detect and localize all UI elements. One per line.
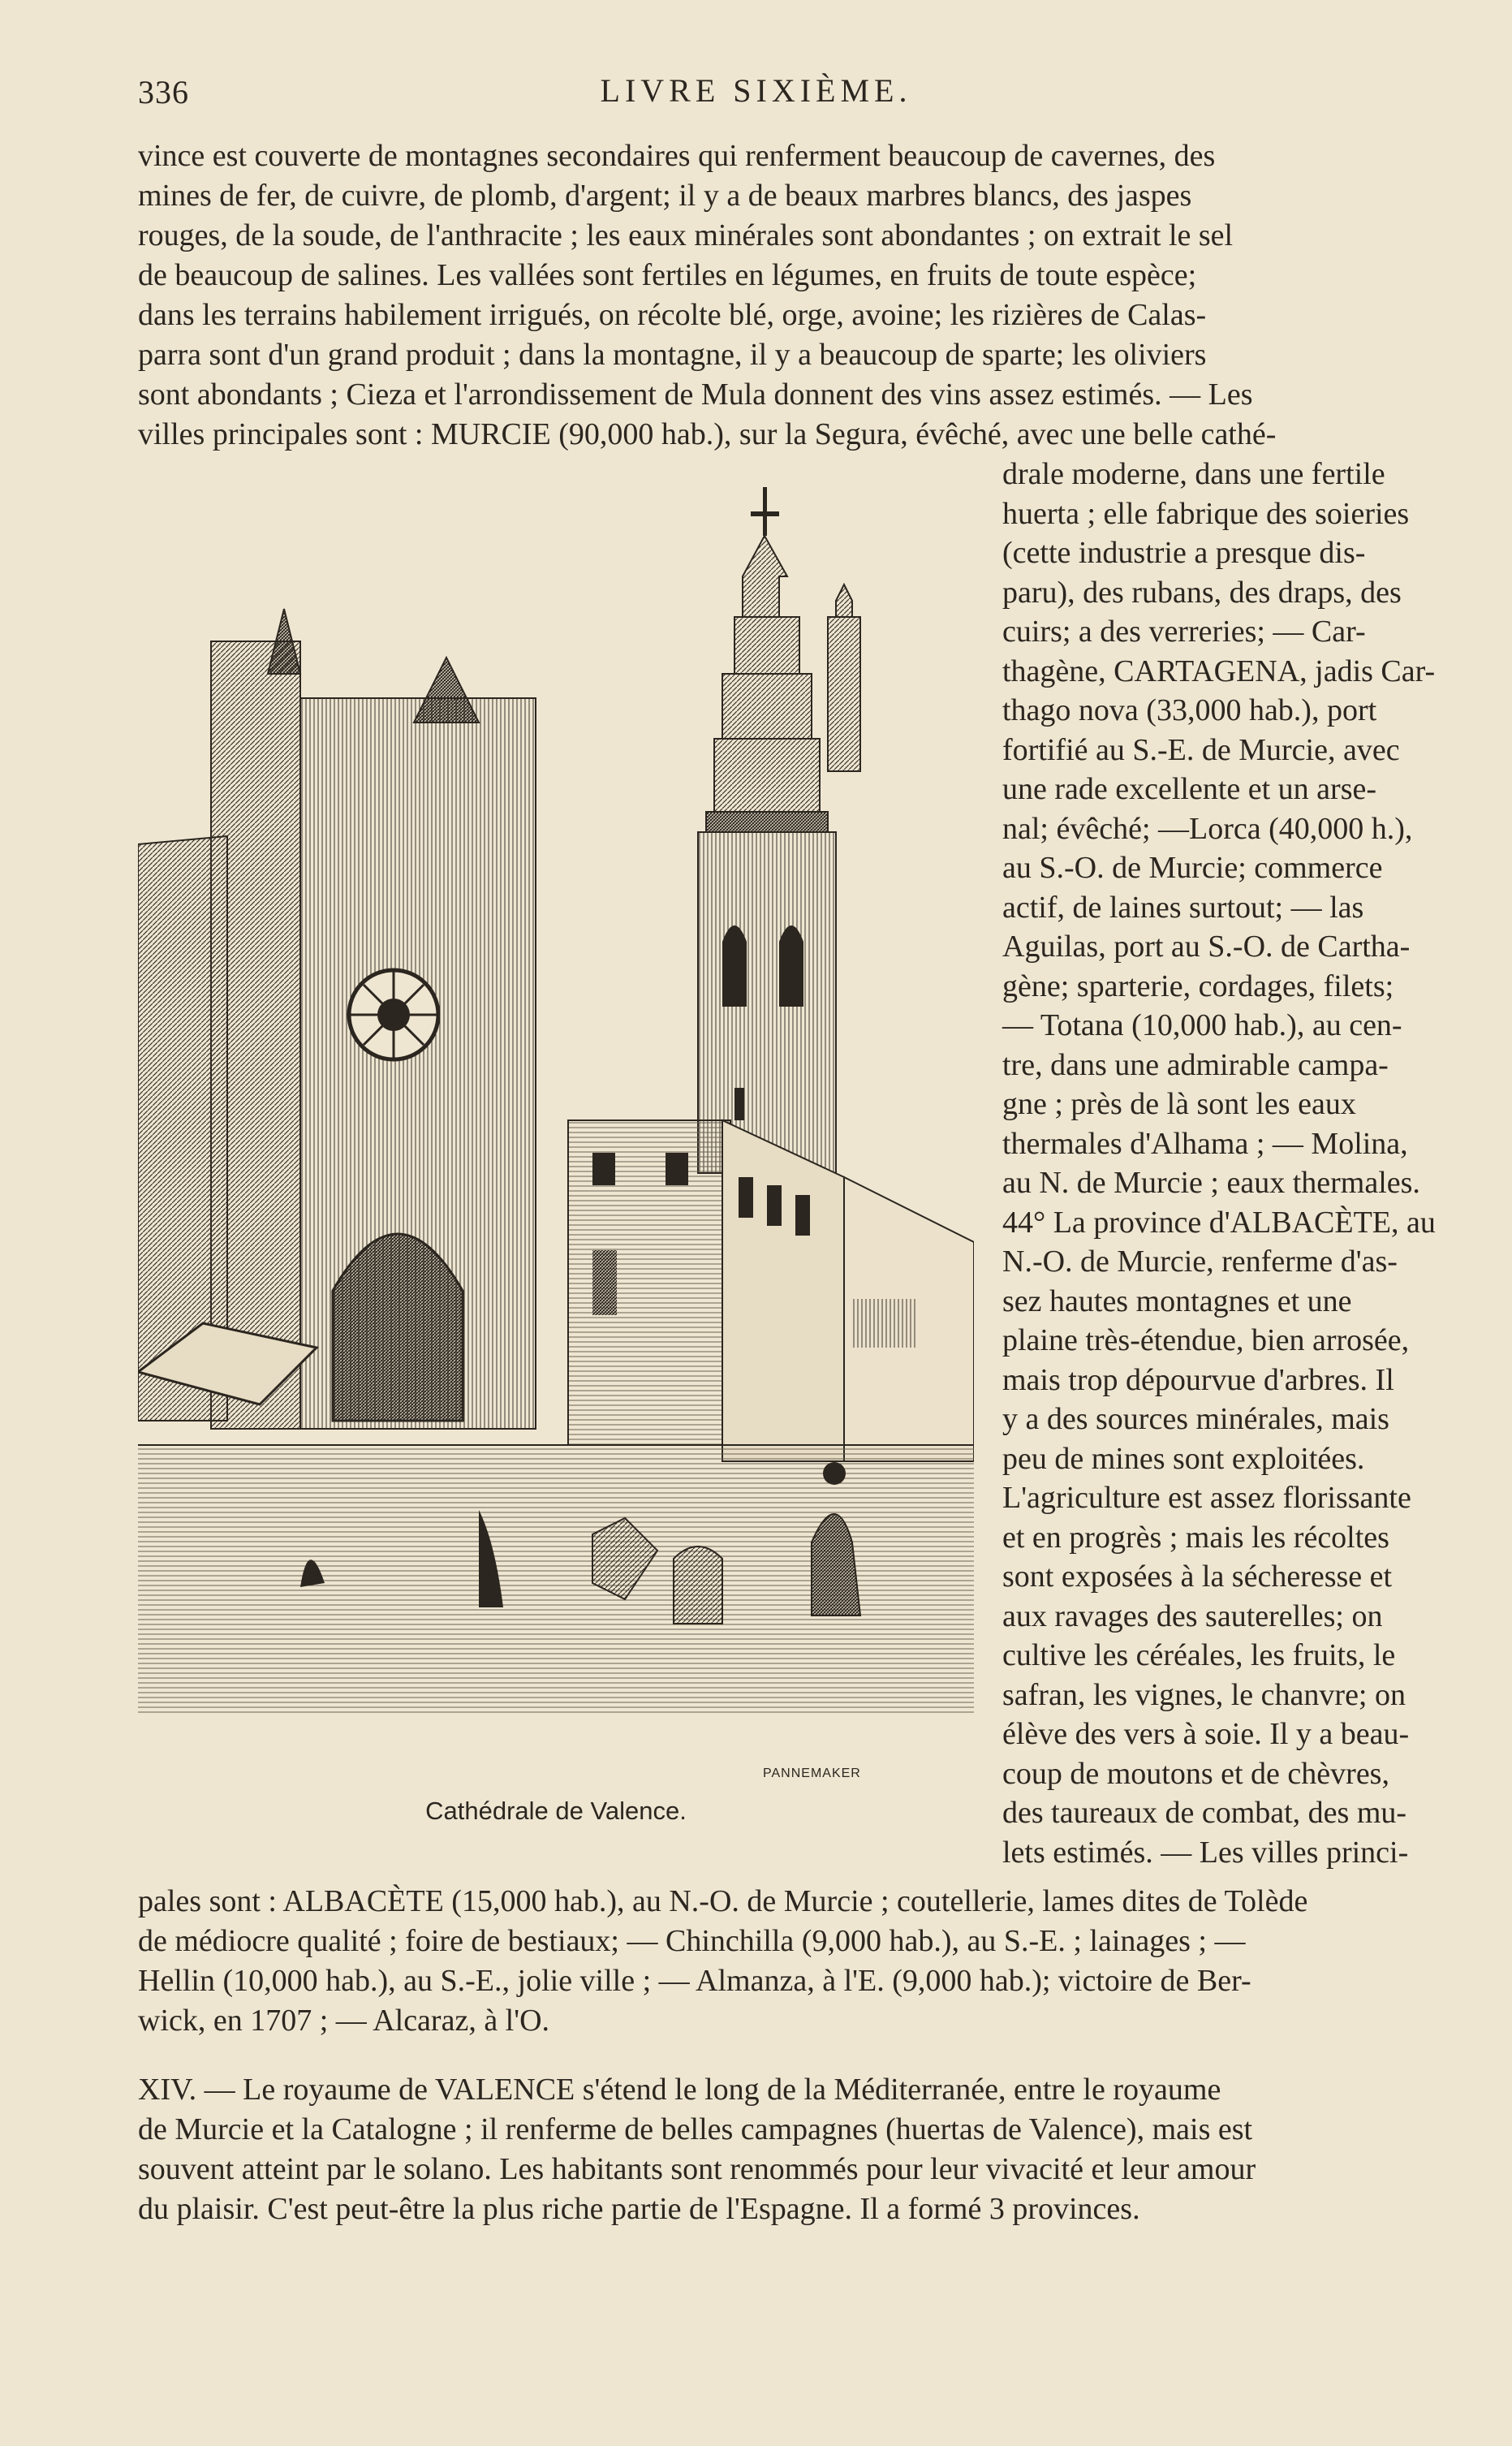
text-line: et en progrès ; mais les récoltes xyxy=(1002,1520,1389,1555)
text-line: sez hautes montagnes et une xyxy=(1002,1283,1352,1318)
text-line: mines de fer, de cuivre, de plomb, d'argent; il y a de beaux marbres blancs, des jaspes xyxy=(138,179,1192,213)
text-line: gne ; près de là sont les eaux xyxy=(1002,1087,1356,1121)
text-line: parra sont d'un grand produit ; dans la montagne, il y a beaucoup de sparte; les oliviers xyxy=(138,338,1207,372)
text-line: XIV. — Le royaume de VALENCE s'étend le long de la Méditerranée, entre le royaume xyxy=(138,2073,1221,2107)
text-line: peu de mines sont exploitées. xyxy=(1002,1441,1365,1476)
text-line: mais trop dépourvue d'arbres. Il xyxy=(1002,1362,1394,1397)
text-line: pales sont : ALBACÈTE (15,000 hab.), au N.-O. de Murcie ; coutellerie, lames dites de Tolède xyxy=(138,1884,1308,1918)
text-line: des taureaux de combat, des mu- xyxy=(1002,1796,1407,1830)
engraving-illustration xyxy=(138,487,974,1786)
text-line: au N. de Murcie ; eaux thermales. xyxy=(1002,1166,1420,1200)
text-line: plaine très-étendue, bien arrosée, xyxy=(1002,1323,1410,1357)
text-line: vince est couverte de montagnes secondaires qui renferment beaucoup de cavernes, des xyxy=(138,139,1216,173)
text-line: y a des sources minérales, mais xyxy=(1002,1402,1389,1436)
running-title: LIVRE SIXIÈME. xyxy=(600,72,912,109)
text-line: aux ravages des sauterelles; on xyxy=(1002,1598,1383,1633)
text-line: safran, les vignes, le chanvre; on xyxy=(1002,1677,1406,1712)
text-line: sont exposées à la sécheresse et xyxy=(1002,1559,1393,1594)
text-line: de Murcie et la Catalogne ; il renferme de belles campagnes (huertas de Valence), mais est xyxy=(138,2112,1253,2146)
engraver-signature: PANNEMAKER xyxy=(763,1767,861,1780)
page-number: 336 xyxy=(138,74,189,110)
text-line: une rade excellente et un arse- xyxy=(1002,772,1377,806)
text-line: au S.-O. de Murcie; commerce xyxy=(1002,851,1383,885)
text-line: gène; sparterie, cordages, filets; xyxy=(1002,968,1394,1003)
text-line: coup de moutons et de chèvres, xyxy=(1002,1756,1389,1791)
text-line: Hellin (10,000 hab.), au S.-E., jolie ville ; — Almanza, à l'E. (9,000 hab.); victoire de Ber- xyxy=(138,1964,1251,1998)
text-line: tre, dans une admirable campa- xyxy=(1002,1047,1389,1082)
text-line: fortifié au S.-E. de Murcie, avec xyxy=(1002,732,1400,767)
bottom-paragraph xyxy=(138,1882,1453,2041)
text-line: wick, en 1707 ; — Alcaraz, à l'O. xyxy=(138,2004,550,2038)
text-line: de médiocre qualité ; foire de bestiaux; — Chinchilla (9,000 hab.), au S.-E. ; lainages ; — xyxy=(138,1924,1246,1958)
bell-tower xyxy=(698,487,860,1173)
text-line: thagène, CARTAGENA, jadis Car- xyxy=(1002,654,1436,688)
text-line: cultive les céréales, les fruits, le xyxy=(1002,1638,1396,1672)
text-line: (cette industrie a presque dis- xyxy=(1002,536,1366,570)
side-buildings xyxy=(568,1120,974,1461)
text-line: huerta ; elle fabrique des soieries xyxy=(1002,496,1410,531)
text-line: rouges, de la soude, de l'anthracite ; les eaux minérales sont abondantes ; on extrait le sel xyxy=(138,218,1234,252)
text-line: 44° La province d'ALBACÈTE, au xyxy=(1002,1205,1436,1240)
text-line: thermales d'Alhama ; — Molina, xyxy=(1002,1126,1408,1161)
text-line: thago nova (33,000 hab.), port xyxy=(1002,693,1377,727)
text-line: drale moderne, dans une fertile xyxy=(1002,457,1385,491)
top-paragraph xyxy=(138,136,1453,455)
text-line: actif, de laines surtout; — las xyxy=(1002,890,1364,925)
text-line: lets estimés. — Les villes princi- xyxy=(1002,1835,1409,1870)
text-line: paru), des rubans, des draps, des xyxy=(1002,575,1402,610)
text-line: L'agriculture est assez florissante xyxy=(1002,1481,1411,1515)
text-line: cuirs; a des verreries; — Car- xyxy=(1002,615,1366,649)
text-line: du plaisir. C'est peut-être la plus riche partie de l'Espagne. Il a formé 3 provinces. xyxy=(138,2192,1140,2226)
text-line: N.-O. de Murcie, renferme d'as- xyxy=(1002,1245,1398,1279)
text-line: — Totana (10,000 hab.), au cen- xyxy=(1002,1008,1402,1042)
text-line: nal; évêché; —Lorca (40,000 h.), xyxy=(1002,811,1413,846)
section-xiv-paragraph xyxy=(138,2070,1453,2229)
text-line: dans les terrains habilement irrigués, on récolte blé, orge, avoine; les rizières de Calas- xyxy=(138,298,1207,332)
text-line: sont abondants ; Cieza et l'arrondissement de Mula donnent des vins assez estimés. — Les xyxy=(138,377,1253,412)
text-line: Aguilas, port au S.-O. de Cartha- xyxy=(1002,930,1411,964)
text-line: de beaucoup de salines. Les vallées sont fertiles en légumes, en fruits de toute espèce; xyxy=(138,258,1197,292)
figure-caption: Cathédrale de Valence. xyxy=(425,1797,687,1825)
text-line: villes principales sont : MURCIE (90,000 hab.), sur la Segura, évêché, avec une belle cathé- xyxy=(138,417,1277,451)
text-line: élève des vers à soie. Il y a beau- xyxy=(1002,1717,1410,1751)
right-column-paragraph xyxy=(1002,455,1453,1872)
cathedral-facade xyxy=(138,609,536,1429)
cathedral-engraving xyxy=(138,487,974,1786)
text-line: souvent atteint par le solano. Les habitants sont renommés pour leur vivacité et leur amour xyxy=(138,2152,1256,2186)
